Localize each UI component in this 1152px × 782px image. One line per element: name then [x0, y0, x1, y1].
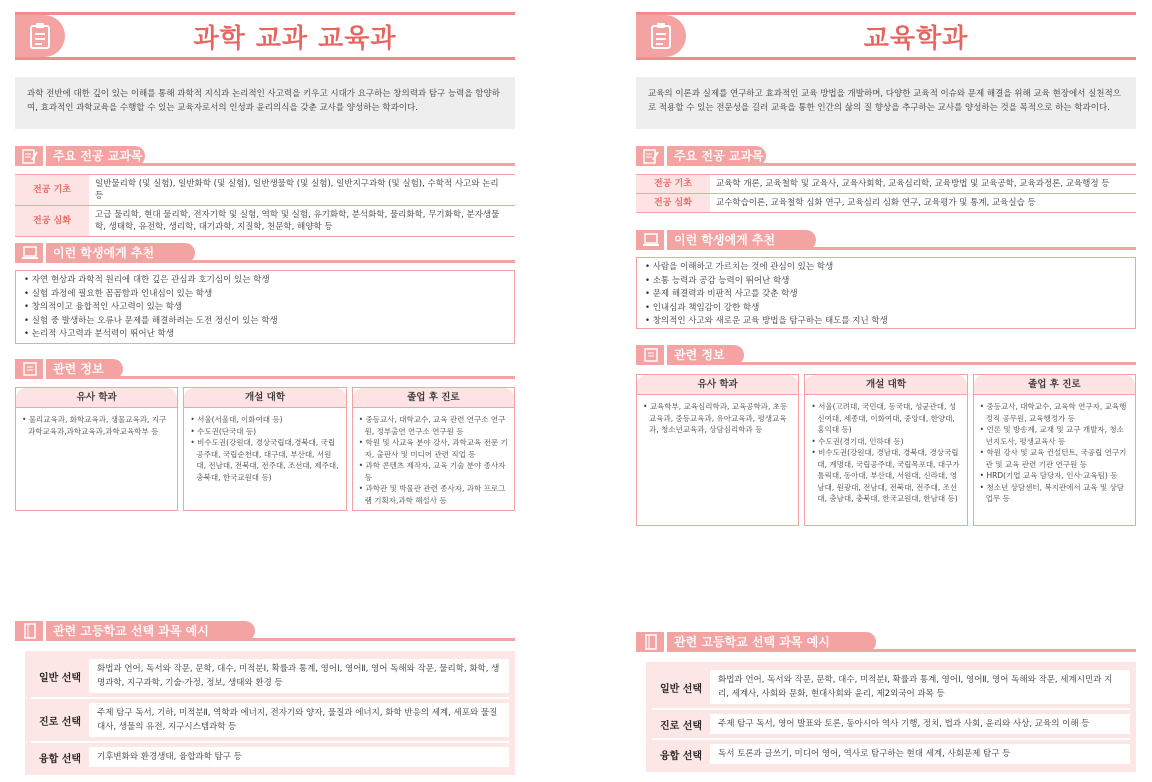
- list-item: • 비수도권(강원대, 경상국립대,경북대, 국립공주대, 국립순천대, 대구대, 부산대, 서원대, 전남대, 전북대, 전주대, 조선대, 제주대, 충북대, 한국교원대 등): [190, 437, 339, 483]
- row-key: 전공 기초: [636, 175, 710, 194]
- recommend-list: [636, 257, 1136, 329]
- table-row: [15, 175, 515, 206]
- section-major: [15, 146, 515, 166]
- section-recommend: [636, 230, 1136, 250]
- page-title: 교육학과: [863, 23, 969, 54]
- document-icon: [640, 346, 662, 364]
- row-value: 화법과 언어, 독서와 작문, 문학, 대수, 미적분Ⅰ, 확률과 통계, 영어Ⅰ, 영어Ⅱ, 영어 독해와 작문, 세계시민과 지리, 세계사, 사회와 문화, 현대사회와 윤리, 제2외국어 과목 등: [710, 670, 1130, 704]
- table-row: [636, 175, 1136, 194]
- row-key: 진로 선택: [38, 716, 82, 728]
- row-key: 일반 선택: [38, 672, 82, 684]
- laptop-icon: [640, 231, 662, 249]
- list-item: • 창의적인 사고와 새로운 교육 방법을 탐구하는 태도를 지닌 학생: [645, 315, 1127, 329]
- row-key: 진로 선택: [659, 720, 703, 732]
- section-title: 관련 고등학교 선택 과목 예시: [674, 635, 830, 649]
- page-title: 과학 교과 교육과: [193, 23, 397, 54]
- column-header: 개설 대학: [805, 375, 966, 395]
- list-item: • 언론 및 방송계, 교재 및 교구 개발자, 청소년지도사, 평생교육사 등: [980, 424, 1129, 447]
- column-header: 유사 학과: [16, 388, 177, 408]
- list-item: • 중등교사, 대학교수, 교육학 연구자, 교육행정직 공무원, 교육행정가 등: [980, 401, 1129, 424]
- row-value: 일반물리학 (및 실험), 일반화학 (및 실험), 일반생물학 (및 실험), 일반지구과학 (및 실험), 수학적 사고와 논리 등: [89, 175, 515, 206]
- table-row: [31, 655, 509, 697]
- table-row: [15, 206, 515, 237]
- section-info: [15, 359, 515, 379]
- info-career: [352, 387, 515, 511]
- list-item: • 사람을 이해하고 가르치는 것에 관심이 있는 학생: [645, 261, 1127, 275]
- row-key: 융합 선택: [38, 753, 82, 765]
- intro-text: 과학 전반에 대한 깊이 있는 이해를 통해 과학적 지식과 논리적인 사고력을 키우고 시대가 요구하는 창의력과 탐구 능력을 함양하여, 효과적인 과학교육을 수행할 수 있는 교육자로서의 인성과 윤리의식을 갖춘 교사를 양성하는 학과이다.: [15, 77, 515, 129]
- list-item: • 소통 능력과 공감 능력이 뛰어난 학생: [645, 275, 1127, 289]
- info-univ: [183, 387, 346, 511]
- info-columns: [15, 387, 515, 511]
- row-value: 교수학습이론, 교육철학 심화 연구, 교육심리 심화 연구, 교육평가 및 통계, 교육실습 등: [710, 194, 1136, 213]
- list-item: • 학원 강사 및 교육 컨설턴트, 국공립 연구기관 및 교육 관련 기관 연구원 등: [980, 447, 1129, 470]
- list-item: • 수도권(단국대 등): [190, 426, 339, 438]
- table-row: [652, 738, 1130, 768]
- section-title: 주요 전공 교과목: [674, 149, 764, 163]
- list-item: • 교육학부, 교육심리학과, 교육공학과, 초등교육과, 중등교육과, 유아교육과, 평생교육과, 청소년교육과, 상담심리학과 등: [643, 401, 792, 436]
- document-icon: [19, 360, 41, 378]
- section-title: 주요 전공 교과목: [53, 149, 143, 163]
- row-key: 융합 선택: [659, 750, 703, 762]
- list-item: • 과학 콘텐츠 제작자, 교육 기술 분야 종사자 등: [359, 460, 508, 483]
- section-highschool: [636, 632, 1136, 652]
- section-major: [636, 146, 1136, 166]
- list-item: • 수도권(경기대, 인하대 등): [811, 436, 960, 448]
- section-info: [636, 345, 1136, 365]
- column-header: 졸업 후 진로: [353, 388, 514, 408]
- list-item: • 과학관 및 박물관 관련 종사자, 과학 프로그램 기획자,과학 해설사 등: [359, 483, 508, 506]
- intro-text: 교육의 이론과 실제를 연구하고 효과적인 교육 방법을 개발하며, 다양한 교육적 이슈와 문제 해결을 위해 교육 현장에서 실천적으로 적용할 수 있는 전문성을 길러 교육을 통한 인간의 삶의 질 향상을 추구하는 교사를 양성하는 것을 목적으로 하는 학과이다.: [636, 77, 1136, 129]
- list-item: • HRD(기업 교육 담당자, 인사·교육팀) 등: [980, 470, 1129, 482]
- info-columns: [636, 374, 1136, 526]
- info-similar: [636, 374, 799, 526]
- info-univ: [804, 374, 967, 526]
- column-header: 유사 학과: [637, 375, 798, 395]
- list-item: • 비수도권(강원대, 경남대, 경북대, 경상국립대, 계명대, 국립공주대, 국립목포대, 대구가톨릭대, 동아대, 부산대, 서원대, 신라대, 영남대, 원광대, 전남대, 전북대, 전주대, 조선대, 충남대, 충북대, 한국교원대, 한남대 등): [811, 447, 960, 505]
- list-item: • 서울(서울대, 이화여대 등): [190, 414, 339, 426]
- row-value: 주제 탐구 독서, 영어 발표와 토론, 동아시아 역사 기행, 정치, 법과 사회, 윤리와 사상, 교육의 이해 등: [710, 714, 1130, 734]
- section-title: 관련 고등학교 선택 과목 예시: [53, 624, 209, 638]
- list-item: • 실험 과정에 필요한 꼼꼼함과 인내심이 있는 학생: [24, 288, 506, 302]
- section-recommend: [15, 243, 515, 263]
- table-row: [636, 194, 1136, 213]
- clipboard-icon: [15, 15, 65, 57]
- title-banner: [15, 12, 515, 60]
- highschool-box: [646, 662, 1136, 772]
- recommend-list: [15, 270, 515, 344]
- info-career: [973, 374, 1136, 526]
- list-item: • 중등교사, 대학교수, 교육 관련 연구소 연구원, 정부출연 연구소 연구원 등: [359, 414, 508, 437]
- table-row: [652, 708, 1130, 738]
- highschool-box: [25, 651, 515, 775]
- major-table: [15, 174, 515, 237]
- list-item: • 실험 중 발생하는 오류나 문제를 해결하려는 도전 정신이 있는 학생: [24, 315, 506, 329]
- section-title: 관련 정보: [53, 362, 104, 376]
- list-item: • 자연 현상과 과학적 원리에 대한 깊은 관심과 호기심이 있는 학생: [24, 274, 506, 288]
- major-table: [636, 174, 1136, 213]
- row-value: 교육학 개론, 교육철학 및 교육사, 교육사회학, 교육심리학, 교육방법 및 교육공학, 교육과정론, 교육행정 등: [710, 175, 1136, 194]
- pencil-note-icon: [640, 147, 662, 165]
- section-title: 이런 학생에게 추천: [53, 246, 155, 260]
- section-title: 관련 정보: [674, 348, 725, 362]
- row-key: 전공 심화: [636, 194, 710, 213]
- column-header: 개설 대학: [184, 388, 345, 408]
- book-icon: [19, 622, 41, 640]
- section-highschool: [15, 621, 515, 641]
- row-key: 전공 심화: [15, 206, 89, 237]
- row-key: 전공 기초: [15, 175, 89, 206]
- title-banner: [636, 12, 1136, 60]
- row-value: 기후변화와 환경생태, 융합과학 탐구 등: [89, 747, 509, 767]
- row-value: 화법과 언어, 독서와 작문, 문학, 대수, 미적분Ⅰ, 확률과 통계, 영어Ⅰ, 영어Ⅱ, 영어 독해와 작문, 물리학, 화학, 생명과학, 지구과학, 기술·가정, 정보, 생태와 환경 등: [89, 659, 509, 693]
- table-row: [652, 666, 1130, 708]
- table-row: [31, 697, 509, 741]
- row-key: 일반 선택: [659, 683, 703, 695]
- row-value: 고급 물리학, 현대 물리학, 전자기학 및 실험, 역학 및 실험, 유기화학, 분석화학, 물리화학, 무기화학, 분자생물학, 생태학, 유전학, 생리학, 대기과학, 지질학, 천문학, 해양학 등: [89, 206, 515, 237]
- clipboard-icon: [636, 15, 686, 57]
- book-icon: [640, 633, 662, 651]
- info-similar: [15, 387, 178, 511]
- list-item: • 학원 및 사교육 분야 강사, 과학교육 전문 기자, 출판사 및 미디어 관련 직업 등: [359, 437, 508, 460]
- list-item: • 문제 해결력과 비판적 사고를 갖춘 학생: [645, 288, 1127, 302]
- column-header: 졸업 후 진로: [974, 375, 1135, 395]
- list-item: • 논리적 사고력과 분석력이 뛰어난 학생: [24, 328, 506, 342]
- list-item: • 물리교육과, 화학교육과, 생물교육과, 지구과학교육과,과학교육과,과학교육학부 등: [22, 414, 171, 437]
- row-value: 주제 탐구 독서, 기하, 미적분Ⅱ, 역학과 에너지, 전자기와 양자, 물질과 에너지, 화학 반응의 세계, 세포와 물질대사, 생물의 유전, 지구시스템과학 등: [89, 703, 509, 737]
- laptop-icon: [19, 244, 41, 262]
- row-value: 독서 토론과 글쓰기, 미디어 영어, 역사로 탐구하는 현대 세계, 사회문제 탐구 등: [710, 744, 1130, 764]
- list-item: • 서울(고려대, 국민대, 동국대, 성균관대, 성신여대, 세종대, 이화여대, 중앙대, 한양대,홍익대 등): [811, 401, 960, 436]
- list-item: • 창의적이고 융합적인 사고력이 있는 학생: [24, 301, 506, 315]
- table-row: [31, 741, 509, 771]
- list-item: • 청소년 상담센터, 복지관에서 교육 및 상담 업무 등: [980, 482, 1129, 505]
- section-title: 이런 학생에게 추천: [674, 233, 776, 247]
- pencil-note-icon: [19, 147, 41, 165]
- list-item: • 인내심과 책임감이 강한 학생: [645, 302, 1127, 316]
